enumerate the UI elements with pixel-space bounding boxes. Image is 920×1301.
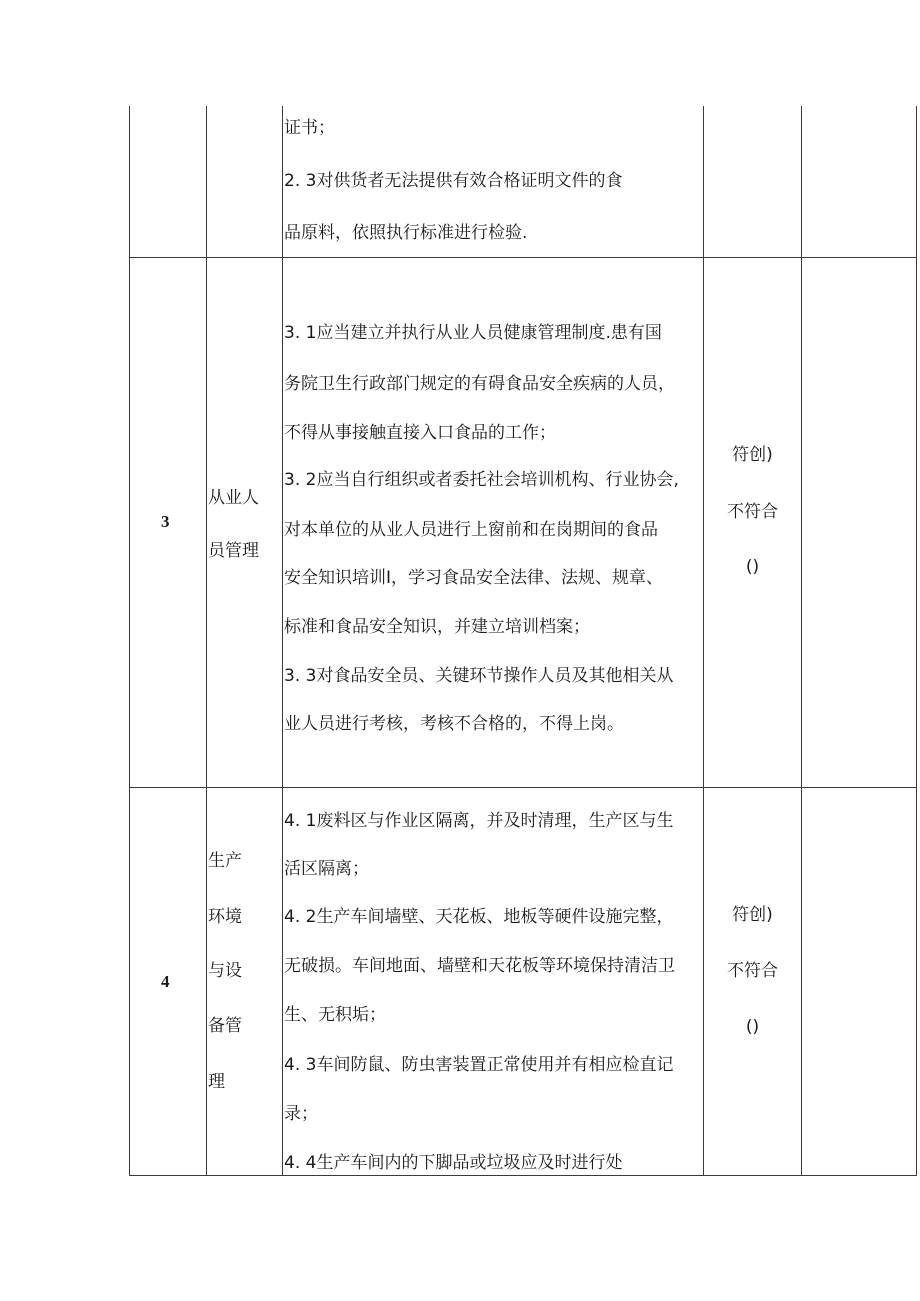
category-line: 生产 [208,851,242,871]
content-line: 录； [284,1104,318,1124]
category-line: 员管理 [208,541,259,561]
result-noncompliant-line: 不符合 [727,961,778,981]
result-noncompliant-line: 不符合 [727,502,778,522]
category-line: 备管 [208,1016,242,1036]
content-line: 标准和食品安全知识，并建立培训档案； [284,617,590,637]
column-divider [282,106,283,1176]
table-border-right [916,106,917,1176]
content-line: 安全知识培训I，学习食品安全法律、法规、规章、 [284,568,664,588]
table-border-left [129,106,130,1176]
result-compliant-line: 符创) [732,905,773,925]
column-divider [206,106,207,1176]
content-line: 生、无积垢； [284,1005,386,1025]
category-line: 理 [208,1072,225,1092]
content-line: 业人员进行考核，考核不合格的，不得上岗。 [284,714,624,734]
content-line: 活区隔离； [284,859,369,879]
table-border-bottom [129,1175,917,1176]
result-parenthesis-line: () [745,1017,760,1037]
content-line: 4. 1废料区与作业区隔离，并及时清理，生产区与生 [284,811,674,831]
content-line: 不得从事接触直接入口食品的工作； [284,423,556,443]
content-line: 4. 4生产车间内的下脚品或垃圾应及时进行处 [284,1153,623,1173]
row-divider [129,257,917,258]
content-line: 3. 2应当自行组织或者委托社会培训机构、行业协会, [284,470,679,490]
result-parenthesis-line: () [745,557,760,577]
content-line: 3. 1应当建立并执行从业人员健康管理制度.患有国 [284,323,662,343]
column-divider [703,106,704,1176]
category-line: 与设 [208,961,242,981]
content-line: 无破损。车间地面、墙壁和天花板等环境保持清洁卫 [284,956,675,976]
category-line: 环境 [208,907,242,927]
row-number: 3 [161,512,170,531]
content-line: 4. 2生产车间墙壁、天花板、地板等硬件设施完整， [284,907,674,927]
content-line: 3. 3对食品安全员、关键环节操作人员及其他相关从 [284,666,674,686]
row-number: 4 [161,972,170,991]
content-line: 证书； [284,118,335,138]
content-line: 对本单位的从业人员进行上窗前和在岗期间的食品 [284,520,658,540]
category-line: 从业人 [208,488,259,508]
result-compliant-line: 符创) [732,445,773,465]
content-line: 4. 3车间防鼠、防虫害装置正常使用并有相应检直记 [284,1055,674,1075]
row-divider [129,787,917,788]
content-line: 品原料，依照执行标准进行检验. [284,223,528,243]
content-line: 2. 3对供货者无法提供有效合格证明文件的食 [284,171,623,191]
column-divider [801,106,802,1176]
content-line: 务院卫生行政部门规定的有碍食品安全疾病的人员， [284,374,675,394]
